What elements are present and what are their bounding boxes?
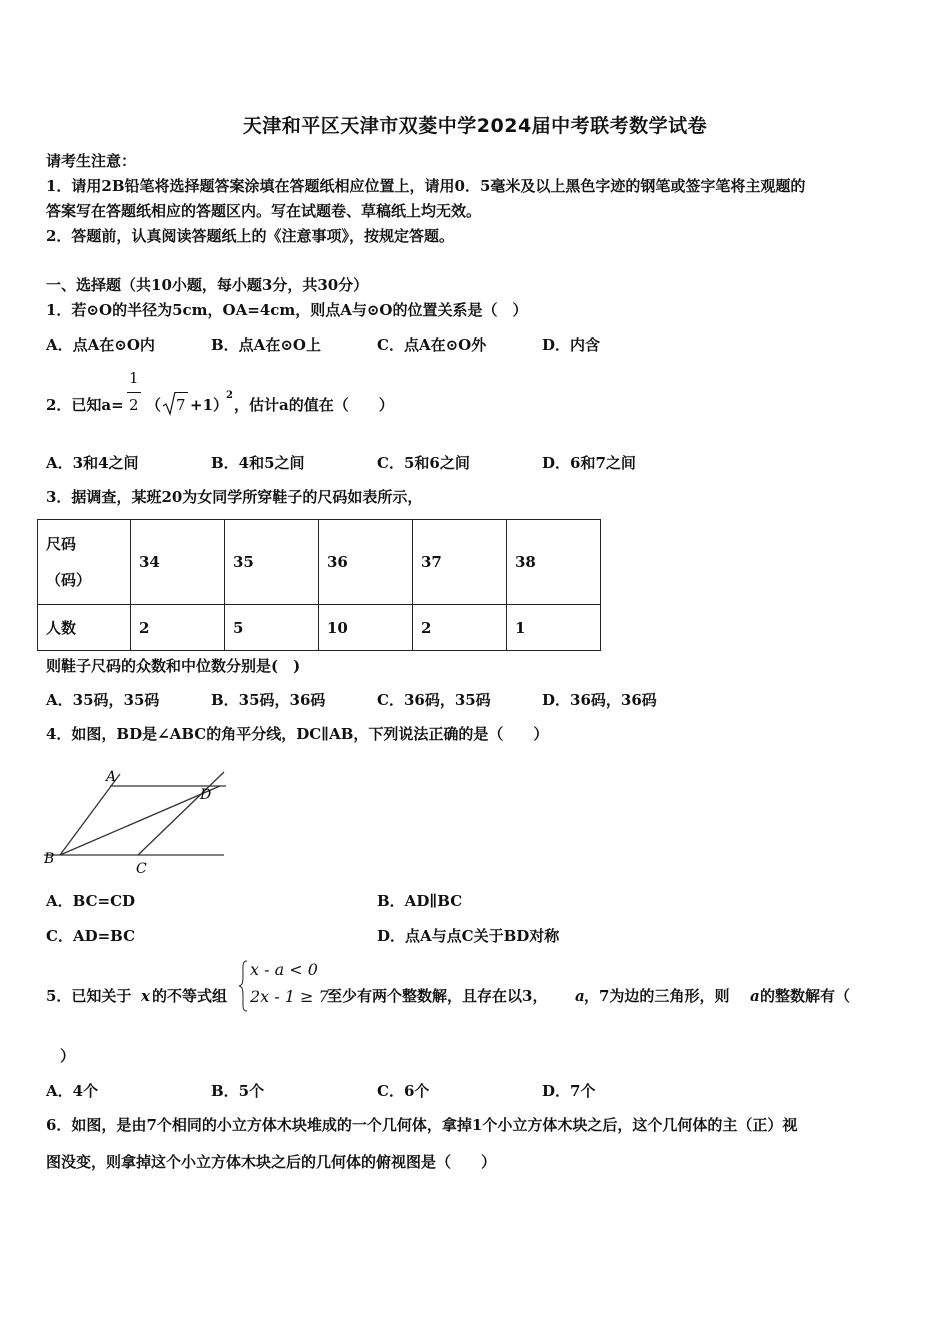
brace-icon <box>238 960 248 1012</box>
q4-geometry-figure <box>44 762 226 876</box>
line-bd <box>60 786 220 855</box>
table-cell: 36 <box>319 520 413 605</box>
q2-frac-bar <box>127 392 141 393</box>
q5-option-b: B．5个 <box>211 1082 265 1100</box>
table-cell: 2 <box>131 605 225 651</box>
q5-suffix-c: 的整数解有（ <box>760 987 851 1005</box>
label-b: B <box>44 851 55 867</box>
q2-option-a: A．3和4之间 <box>46 454 139 472</box>
q1-option-b: B．点A在⊙O上 <box>211 336 321 354</box>
q5-option-d: D．7个 <box>542 1082 596 1100</box>
table-cell-count-label: 人数 <box>38 605 131 651</box>
notice-heading: 请考生注意： <box>46 152 137 170</box>
q3-option-d: D．36码，36码 <box>542 691 657 709</box>
q4-option-c: C．AD=BC <box>46 927 136 945</box>
table-cell: 5 <box>225 605 319 651</box>
q1-option-a: A．点A在⊙O内 <box>46 336 155 354</box>
q3-stem: 3．据调查，某班20为女同学所穿鞋子的尺码如表所示， <box>46 488 423 506</box>
q1-option-d: D．内含 <box>542 336 601 354</box>
q5-ineq1: x - a < 0 <box>250 960 318 979</box>
q2-radical-bar <box>175 392 188 393</box>
q2-option-c: C．5和6之间 <box>377 454 470 472</box>
notice-item1-line1: 1．请用2B铅笔将选择题答案涂填在答题纸相应位置上，请用0．5毫米及以上黑色字迹的钢笔或签字笔将主观题的 <box>46 177 806 195</box>
q6-line2: 图没变，则拿掉这个小立方体木块之后的几何体的俯视图是（ ） <box>46 1153 497 1171</box>
table-row <box>38 605 601 651</box>
q5-var-a2: a <box>750 987 760 1005</box>
notice-item2: 2．答题前，认真阅读答题纸上的《注意事项》，按规定答题。 <box>46 227 454 245</box>
q2-rest: +1） <box>190 396 229 414</box>
shoe-size-table <box>37 519 601 651</box>
q5-suffix-a: 至少有两个整数解，且存在以3， <box>327 987 548 1005</box>
q5-mid: 的不等式组 <box>152 987 228 1005</box>
line-ba <box>60 774 120 855</box>
table-cell: 35 <box>225 520 319 605</box>
q5-option-c: C．6个 <box>377 1082 430 1100</box>
radical-sign-icon <box>162 390 176 416</box>
label-c: C <box>136 861 147 876</box>
q5-var-x: x <box>141 987 150 1005</box>
q5-suffix-b: ，7为边的三角形，则 <box>584 987 730 1005</box>
q5-prefix: 5．已知关于 <box>46 987 132 1005</box>
q3-option-c: C．36码，35码 <box>377 691 491 709</box>
q3-option-a: A．35码，35码 <box>46 691 160 709</box>
q2-prefix: 2．已知a= <box>46 396 124 414</box>
q4-option-a: A．BC=CD <box>46 892 136 910</box>
q3-option-b: B．35码，36码 <box>211 691 326 709</box>
q5-close-paren: ） <box>60 1047 76 1065</box>
table-cell-size-label: 尺码 （码） <box>38 520 131 605</box>
q5-var-a: a <box>575 987 585 1005</box>
q2-radicand: 7 <box>176 396 186 414</box>
label-a: A <box>106 769 117 785</box>
line-cd <box>138 772 224 855</box>
table-cell: 10 <box>319 605 413 651</box>
table-cell: 37 <box>413 520 507 605</box>
q2-option-b: B．4和5之间 <box>211 454 305 472</box>
q2-option-d: D．6和7之间 <box>542 454 636 472</box>
table-cell: 2 <box>413 605 507 651</box>
table-cell: 38 <box>507 520 601 605</box>
q5-ineq2: 2x - 1 ≥ 7 <box>250 987 329 1006</box>
q4-option-b: B．AD∥BC <box>377 892 463 910</box>
section-heading: 一、选择题（共10小题，每小题3分，共30分） <box>46 276 369 294</box>
q5-option-a: A．4个 <box>46 1082 99 1100</box>
table-cell: 34 <box>131 520 225 605</box>
q2-frac-num: 1 <box>129 369 139 387</box>
q6-line1: 6．如图，是由7个相同的小立方体木块堆成的一个几何体，拿掉1个小立方体木块之后，这个几何体的主（正）视 <box>46 1116 798 1134</box>
page-title: 天津和平区天津市双菱中学2024届中考联考数学试卷 <box>242 115 708 137</box>
notice-item1-line2: 答案写在答题纸相应的答题区内。写在试题卷、草稿纸上均无效。 <box>46 202 482 220</box>
label-d: D <box>200 787 212 803</box>
q4-option-d: D．点A与点C关于BD对称 <box>377 927 560 945</box>
table-row <box>38 520 601 605</box>
q1-option-c: C．点A在⊙O外 <box>377 336 487 354</box>
q2-exponent: 2 <box>226 390 233 401</box>
q2-suffix: ，估计a的值在（ ） <box>234 396 394 414</box>
q2-open-paren: （ <box>146 396 162 414</box>
q1-stem: 1．若⊙O的半径为5cm，OA=4cm，则点A与⊙O的位置关系是（ ） <box>46 301 528 319</box>
table-cell: 1 <box>507 605 601 651</box>
q2-frac-den: 2 <box>129 396 139 414</box>
q4-stem: 4．如图，BD是∠ABC的角平分线，DC∥AB，下列说法正确的是（ ） <box>46 725 549 743</box>
q3-after: 则鞋子尺码的众数和中位数分别是( ) <box>46 657 301 675</box>
